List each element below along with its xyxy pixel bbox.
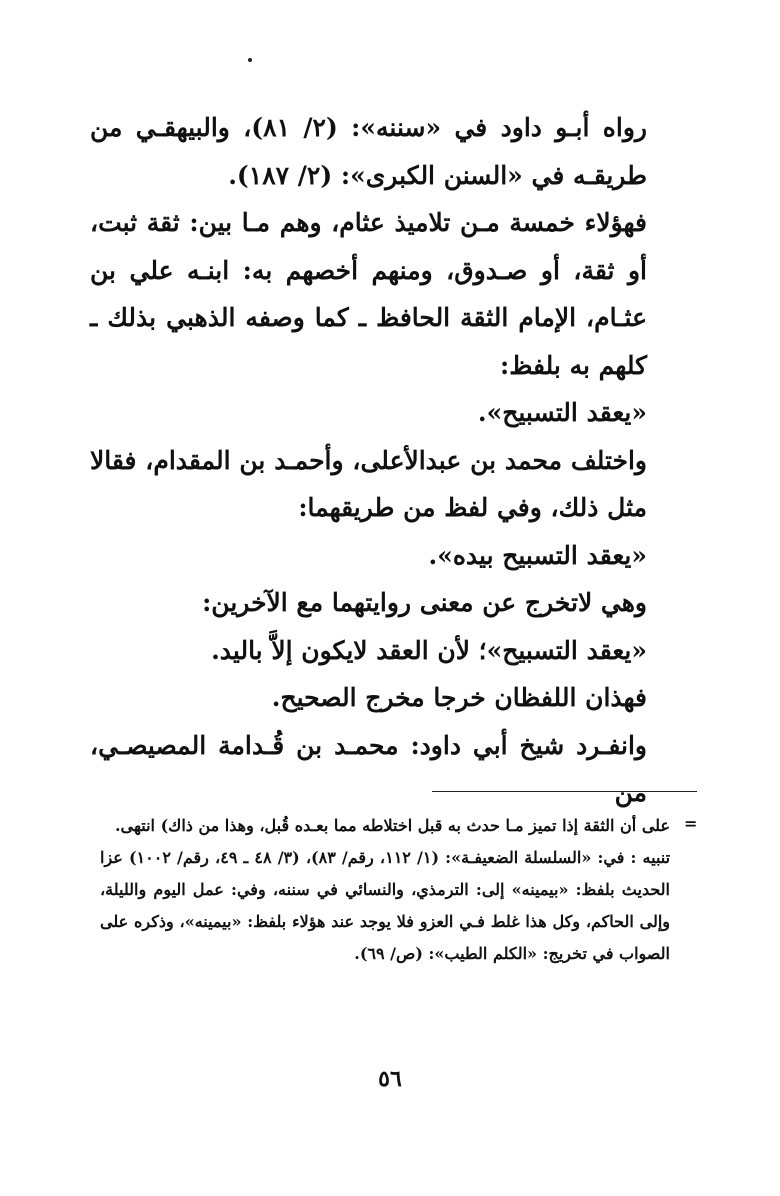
footnote-divider	[432, 791, 697, 792]
footnote-continuation-mark: =	[684, 814, 698, 833]
main-text	[90, 104, 695, 817]
body-paragraph: «يعقد التسبيح بيده».	[428, 540, 647, 570]
body-paragraph: وهي لاتخرج عن معنى روايتهما مع الآخرين:	[202, 588, 647, 617]
body-paragraph: وانفـرد شيخ أبي داود: محمـد بن قُـدامة المصيصـي، من	[90, 730, 647, 807]
body-paragraph: رواه أبـو داود في «سننه»: (٢/ ٨١)، والبيهقـي من طريقـه في «السنن الكبرى»: (٢/ ١٨٧).	[90, 113, 647, 190]
body-paragraph: «يعقد التسبيح»؛ لأن العقد لايكون إلاَّ باليد.	[211, 635, 647, 665]
footnote-paragraph: تنبيه : في: «السلسلة الضعيفـة»: (١/ ١١٢، رقم/ ٨٣)، (٣/ ٤٨ ـ ٤٩، رقم/ ١٠٠٢) عزا الحديث بلفظ: «بيمينه» إلى: الترمذي، والنسائي في سننه، وفي: عمل اليوم والليلة، وإلى الحاكم، وكل هذا غلط فـي العزو فلا يوجد عند هؤلاء بلفظ: «بيمينه»، وذكره على الصواب في تخريج: «الكلم الطيب»: (ص/ ٦٩).	[100, 848, 671, 963]
page-number: ٥٦	[378, 1066, 402, 1092]
body-paragraph: فهذان اللفظان خرجا مخرج الصحيح.	[271, 683, 647, 712]
ink-dot	[248, 58, 252, 62]
body-paragraph: فهؤلاء خمسة مـن تلاميذ عثام، وهم مـا بين: ثقة ثبت، أو ثقة، أو صـدوق، ومنهم أخصهم به: ابنـه علي بن عثـام، الإمام الثقة الحافظ ـ كما وصفه الذهبي بذلك ـ كلهم به بلفظ:	[90, 208, 647, 380]
footnotes	[100, 810, 670, 970]
footnote-paragraph: على أن الثقة إذا تميز مـا حدث به قبل اختلاطه مما بعـده قُبل، وهذا من ذاك) انتهى.	[114, 816, 670, 835]
body-paragraph: «يعقد التسبيح».	[477, 398, 647, 427]
body-paragraph: واختلف محمد بن عبدالأعلى، وأحمـد بن المقدام، فقالا مثل ذلك، وفي لفظ من طريقهما:	[90, 445, 647, 522]
